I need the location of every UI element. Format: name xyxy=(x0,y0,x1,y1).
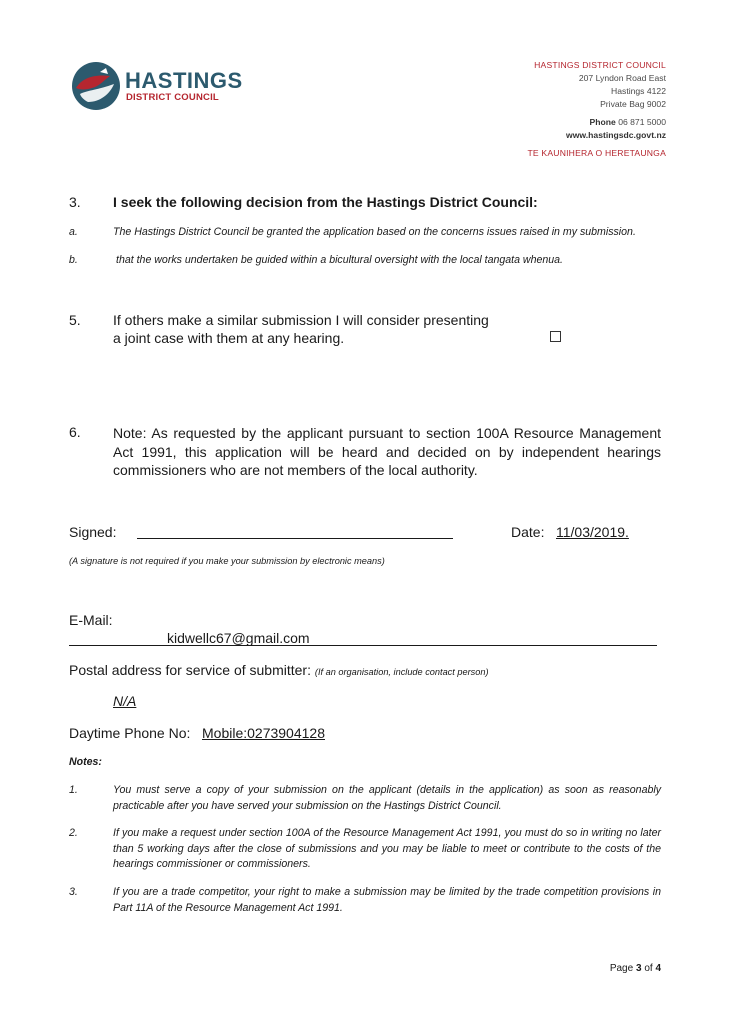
joint-case-checkbox[interactable] xyxy=(550,331,561,342)
section-3-item-b-label: b. xyxy=(69,254,78,266)
section-6-text: Note: As requested by the applicant pursuant to section 100A Resource Management Act 1991, this application will be heard and decided on by independent hearings commissioners who are not members of the local authority. xyxy=(113,425,661,478)
section-3-heading: I seek the following decision from the Hastings District Council: xyxy=(113,194,538,210)
section-5-line-1: If others make a similar submission I will consider presenting xyxy=(113,312,489,328)
section-5-line-2: a joint case with them at any hearing. xyxy=(113,330,345,346)
hastings-logo-emblem-icon xyxy=(70,60,122,112)
email-underline xyxy=(69,645,657,646)
logo-title: HASTINGS xyxy=(125,68,243,93)
hastings-logo xyxy=(70,60,122,112)
council-maori-name: TE KAUNIHERA O HERETAUNGA xyxy=(527,148,666,158)
page-word: Page xyxy=(609,963,634,974)
notes-heading: Notes: xyxy=(69,756,102,768)
page-current: 3 xyxy=(635,963,642,974)
note-3-label: 3. xyxy=(69,886,78,898)
section-5-number: 5. xyxy=(69,312,81,328)
section-3-item-b-text: that the works undertaken be guided within a bicultural oversight with the local tangata whenua. xyxy=(116,254,563,266)
note-1-text: You must serve a copy of your submission on the applicant (details in the application) as soon as reasonably practicable after you have served your submission on the Hastings District Council. xyxy=(113,784,661,812)
signature-note: (A signature is not required if you make your submission by electronic means) xyxy=(69,556,385,566)
council-address-block xyxy=(527,59,666,160)
section-3-number: 3. xyxy=(69,194,81,210)
postal-address-row xyxy=(69,662,489,678)
note-2-text: If you make a request under section 100A of the Resource Management Act 1991, you must do so in writing no later than 5 working days after the close of submissions and you may be liable to meet or contribute to the costs of the hearings commissioner or commissioners. xyxy=(113,827,661,870)
note-2-label: 2. xyxy=(69,827,78,839)
phone-label: Phone xyxy=(589,117,616,127)
note-3-text: If you are a trade competitor, your right to make a submission may be limited by the trade competition provisions in Part 11A of the Resource Management Act 1991. xyxy=(113,886,661,914)
section-6-number: 6. xyxy=(69,424,81,440)
page-of-word: of xyxy=(644,963,653,974)
postal-value[interactable]: N/A xyxy=(113,693,137,709)
section-3-item-a-text: The Hastings District Council be granted the application based on the concerns issues raised in my submission. xyxy=(113,226,636,238)
section-3-item-a-label: a. xyxy=(69,226,78,238)
logo-subtitle: DISTRICT COUNCIL xyxy=(126,92,219,103)
address-line-3: Private Bag 9002 xyxy=(600,99,666,109)
council-phone xyxy=(527,116,666,129)
address-line-2: Hastings 4122 xyxy=(611,86,666,96)
postal-note: (If an organisation, include contact person) xyxy=(314,667,489,677)
page-number xyxy=(610,963,661,974)
email-value[interactable]: kidwellc67@gmail.com xyxy=(167,630,310,646)
daytime-phone-label: Daytime Phone No: xyxy=(69,725,191,741)
address-line-1: 207 Lyndon Road East xyxy=(578,73,666,83)
council-name: HASTINGS DISTRICT COUNCIL xyxy=(534,60,666,70)
note-1-label: 1. xyxy=(69,784,78,796)
phone-value: 06 871 5000 xyxy=(618,117,666,127)
signed-label: Signed: xyxy=(69,524,117,540)
postal-label: Postal address for service of submitter: xyxy=(69,662,311,678)
page-total: 4 xyxy=(655,963,661,974)
signature-line[interactable] xyxy=(137,538,453,539)
daytime-phone-value[interactable]: Mobile:0273904128 xyxy=(202,725,325,741)
council-website: www.hastingsdc.govt.nz xyxy=(566,130,666,140)
email-label: E-Mail: xyxy=(69,612,113,628)
date-value: 11/03/2019. xyxy=(556,524,629,540)
date-label: Date: xyxy=(511,524,545,540)
